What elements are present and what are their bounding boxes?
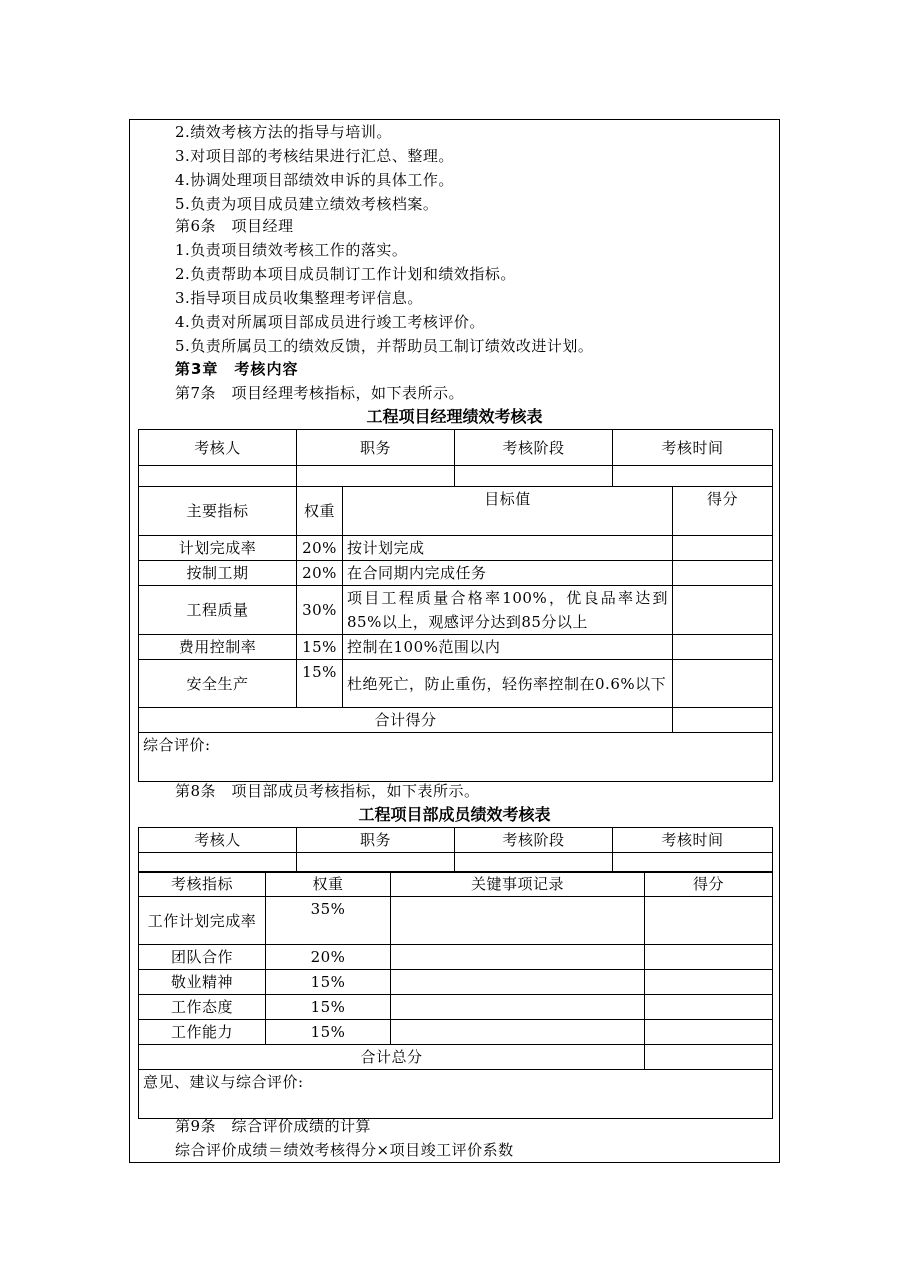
row-score (673, 561, 773, 586)
row-indicator: 费用控制率 (139, 635, 297, 660)
total-label: 合计总分 (139, 1045, 645, 1070)
col-target: 目标值 (343, 487, 673, 536)
text-line: 4.协调处理项目部绩效申诉的具体工作。 (175, 171, 454, 189)
row-record (391, 995, 645, 1020)
row-weight: 15% (297, 660, 343, 708)
table1-header (138, 429, 773, 487)
header-time: 考核时间 (613, 430, 773, 466)
row-indicator: 按制工期 (139, 561, 297, 586)
text-line: 5.负责为项目成员建立绩效考核档案。 (175, 195, 439, 213)
row-record (391, 1020, 645, 1045)
formula-text: 综合评价成绩＝绩效考核得分×项目竣工评价系数 (175, 1141, 514, 1159)
row-record (391, 970, 645, 995)
header-stage: 考核阶段 (455, 430, 613, 466)
blank-cell (139, 466, 297, 487)
text-line: 3.对项目部的考核结果进行汇总、整理。 (175, 147, 454, 165)
row-weight: 15% (266, 970, 391, 995)
row-record (391, 897, 645, 945)
row-indicator: 工程质量 (139, 586, 297, 635)
blank-cell (455, 466, 613, 487)
row-score (673, 660, 773, 708)
header-position: 职务 (297, 828, 455, 853)
article-7-text: 第7条 项目经理考核指标，如下表所示。 (175, 384, 465, 402)
row-weight: 15% (297, 635, 343, 660)
row-target: 项目工程质量合格率100%，优良品率达到85%以上，观感评分达到85分以上 (343, 586, 673, 635)
row-score (645, 945, 773, 970)
comment-box: 综合评价: (139, 733, 773, 782)
row-target: 在合同期内完成任务 (343, 561, 673, 586)
blank-cell (297, 466, 455, 487)
text-line: 2.负责帮助本项目成员制订工作计划和绩效指标。 (175, 265, 516, 283)
row-indicator: 工作能力 (139, 1020, 266, 1045)
table2-body (138, 871, 773, 1119)
article-9-text: 第9条 综合评价成绩的计算 (175, 1117, 372, 1135)
col-score: 得分 (645, 872, 773, 897)
text-line: 2.绩效考核方法的指导与培训。 (175, 123, 392, 141)
row-weight: 35% (266, 897, 391, 945)
header-assessor: 考核人 (139, 828, 297, 853)
col-weight: 权重 (297, 487, 343, 536)
row-indicator: 工作态度 (139, 995, 266, 1020)
article-8-text: 第8条 项目部成员考核指标，如下表所示。 (175, 782, 480, 800)
col-indicator: 考核指标 (139, 872, 266, 897)
row-indicator: 计划完成率 (139, 536, 297, 561)
row-score (673, 586, 773, 635)
row-target: 杜绝死亡，防止重伤，轻伤率控制在0.6%以下 (343, 660, 673, 708)
row-indicator: 安全生产 (139, 660, 297, 708)
row-weight: 20% (297, 561, 343, 586)
row-indicator: 工作计划完成率 (139, 897, 266, 945)
table1-title: 工程项目经理绩效考核表 (366, 407, 543, 426)
row-target: 控制在100%范围以内 (343, 635, 673, 660)
text-line: 5.负责所属员工的绩效反馈，并帮助员工制订绩效改进计划。 (175, 337, 594, 355)
row-record (391, 945, 645, 970)
row-weight: 20% (297, 536, 343, 561)
col-record: 关键事项记录 (391, 872, 645, 897)
table2-title: 工程项目部成员绩效考核表 (358, 805, 551, 824)
row-score (645, 897, 773, 945)
row-score (645, 970, 773, 995)
row-weight: 30% (297, 586, 343, 635)
row-weight: 20% (266, 945, 391, 970)
row-score (673, 536, 773, 561)
text-line: 1.负责项目绩效考核工作的落实。 (175, 241, 408, 259)
blank-cell (455, 853, 613, 873)
col-indicator: 主要指标 (139, 487, 297, 536)
row-target: 按计划完成 (343, 536, 673, 561)
col-score: 得分 (673, 487, 773, 536)
row-indicator: 敬业精神 (139, 970, 266, 995)
table1-body (138, 486, 773, 782)
total-label: 合计得分 (139, 708, 673, 733)
header-position: 职务 (297, 430, 455, 466)
total-score (673, 708, 773, 733)
blank-cell (613, 466, 773, 487)
blank-cell (613, 853, 773, 873)
row-score (673, 635, 773, 660)
text-line: 4.负责对所属项目部成员进行竣工考核评价。 (175, 313, 485, 331)
row-indicator: 团队合作 (139, 945, 266, 970)
header-assessor: 考核人 (139, 430, 297, 466)
article-6-heading: 第6条 项目经理 (175, 217, 294, 235)
col-weight: 权重 (266, 872, 391, 897)
header-time: 考核时间 (613, 828, 773, 853)
text-line: 3.指导项目成员收集整理考评信息。 (175, 289, 423, 307)
row-score (645, 1020, 773, 1045)
header-stage: 考核阶段 (455, 828, 613, 853)
chapter-3-heading: 第3章 考核内容 (175, 360, 299, 378)
total-score (645, 1045, 773, 1070)
row-score (645, 995, 773, 1020)
table2-header (138, 827, 773, 873)
blank-cell (139, 853, 297, 873)
row-weight: 15% (266, 995, 391, 1020)
blank-cell (297, 853, 455, 873)
row-weight: 15% (266, 1020, 391, 1045)
comment-box: 意见、建议与综合评价: (139, 1070, 773, 1119)
